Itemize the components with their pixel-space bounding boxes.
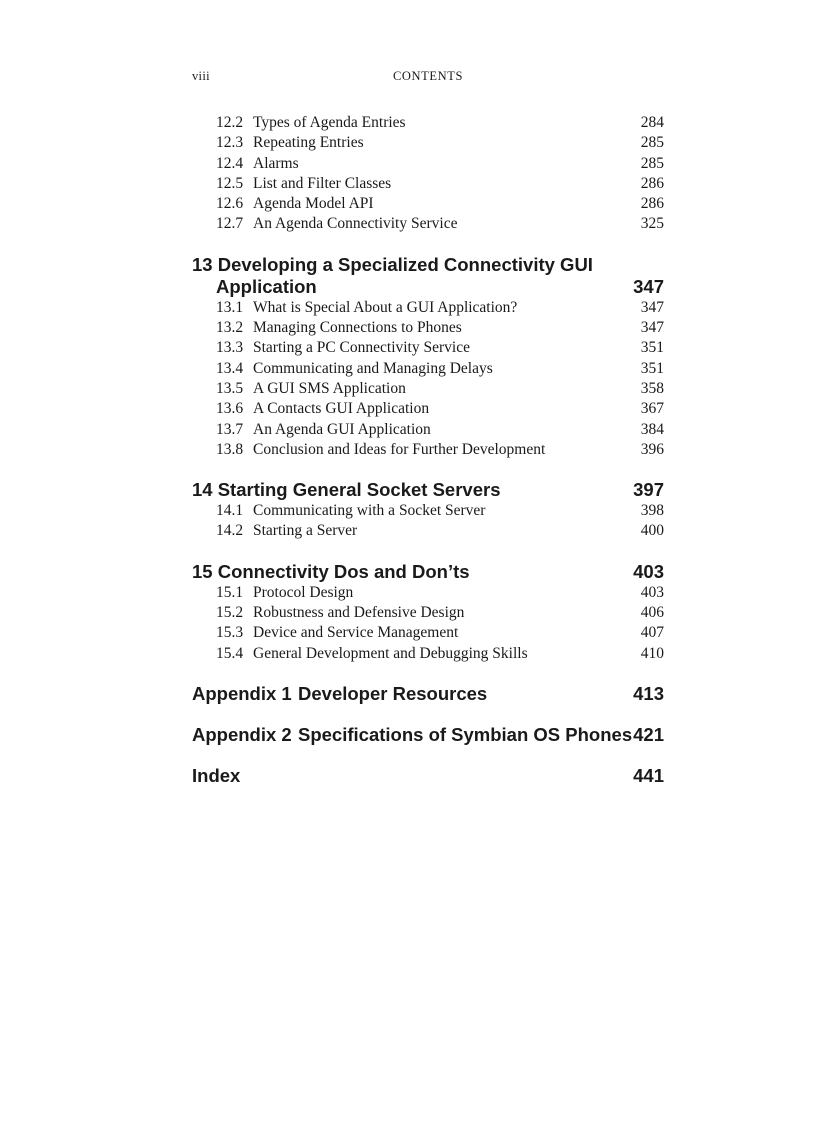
section-number: 12.2 xyxy=(216,114,244,131)
toc-entry-12-4[interactable] xyxy=(192,154,664,174)
page-number: 406 xyxy=(640,604,664,622)
section-number: 13.5 xyxy=(216,379,244,397)
section-title: General Development and Debugging Skills xyxy=(253,644,528,662)
appendix-2-heading[interactable] xyxy=(192,724,664,746)
section-title: List and Filter Classes xyxy=(253,174,392,192)
chapter-13-heading[interactable] xyxy=(192,254,664,298)
toc-entry-15-1[interactable] xyxy=(192,583,664,603)
chapter-page-number: 403 xyxy=(633,560,664,582)
section-title: Agenda Model API xyxy=(253,195,374,213)
index-heading[interactable] xyxy=(192,765,664,787)
section-number: 13.1 xyxy=(216,298,244,316)
section-number: 12.5 xyxy=(216,174,244,192)
page-number: 286 xyxy=(640,174,664,192)
section-number: 15.4 xyxy=(216,644,244,662)
page-number: 400 xyxy=(640,522,664,540)
chapter-title: 14 Starting General Socket Servers xyxy=(192,479,501,501)
section-title: Types of Agenda Entries xyxy=(253,114,406,131)
chapter-title-line1: 13 Developing a Specialized Connectivity GUI xyxy=(192,253,593,275)
section-title: Communicating with a Socket Server xyxy=(253,502,486,520)
section-number: 13.4 xyxy=(216,359,244,377)
section-title: Starting a Server xyxy=(253,522,358,540)
section-number: 13.2 xyxy=(216,319,244,337)
section-number: 12.3 xyxy=(216,134,244,152)
toc-entry-14-1[interactable] xyxy=(192,501,664,521)
section-number: 15.1 xyxy=(216,583,244,601)
section-number: 15.2 xyxy=(216,604,244,622)
page-number: 403 xyxy=(640,583,664,601)
toc-entry-12-2[interactable] xyxy=(192,113,664,133)
chapter-title-line2: Application xyxy=(216,275,317,297)
chapter-12-sections xyxy=(192,113,664,235)
running-title: CONTENTS xyxy=(392,69,464,83)
page-number: 351 xyxy=(640,339,664,357)
appendix-1-heading[interactable] xyxy=(192,683,664,705)
toc-entry-12-7[interactable] xyxy=(192,214,664,234)
section-title: Device and Service Management xyxy=(253,624,459,642)
page-number: 351 xyxy=(640,359,664,377)
chapter-14-heading[interactable] xyxy=(192,479,664,501)
appendix-title: Specifications of Symbian OS Phones xyxy=(298,723,633,745)
appendix-page-number: 413 xyxy=(633,682,664,704)
page-number: 347 xyxy=(640,319,664,337)
section-title: A Contacts GUI Application xyxy=(253,400,430,418)
page-number: 284 xyxy=(640,114,664,131)
page-number: 347 xyxy=(640,298,664,316)
page-number: 285 xyxy=(640,154,664,172)
section-number: 14.1 xyxy=(216,502,244,520)
page-number: 407 xyxy=(640,624,664,642)
toc-entry-13-4[interactable] xyxy=(192,359,664,379)
page-number: 367 xyxy=(640,400,664,418)
section-number: 14.2 xyxy=(216,522,244,540)
toc-entry-13-7[interactable] xyxy=(192,420,664,440)
toc-entry-13-5[interactable] xyxy=(192,379,664,399)
chapter-page-number: 347 xyxy=(633,275,664,297)
page-number: 398 xyxy=(640,502,664,520)
appendix-label: Appendix 1 xyxy=(192,682,292,704)
page-number: 285 xyxy=(640,134,664,152)
index-page-number: 441 xyxy=(633,764,664,786)
section-number: 13.3 xyxy=(216,339,244,357)
section-title: Conclusion and Ideas for Further Development xyxy=(253,440,546,458)
section-number: 13.7 xyxy=(216,420,244,438)
section-title: An Agenda GUI Application xyxy=(253,420,431,438)
toc-entry-15-3[interactable] xyxy=(192,623,664,643)
section-number: 13.6 xyxy=(216,400,244,418)
appendix-title: Developer Resources xyxy=(298,682,488,704)
toc-entry-15-2[interactable] xyxy=(192,603,664,623)
section-title: Repeating Entries xyxy=(253,134,364,152)
page-number: 396 xyxy=(640,440,664,458)
toc-entry-12-6[interactable] xyxy=(192,194,664,214)
section-number: 12.6 xyxy=(216,195,244,213)
chapter-title: 15 Connectivity Dos and Don’ts xyxy=(192,560,470,582)
page-number: 358 xyxy=(640,379,664,397)
section-number: 12.4 xyxy=(216,154,244,172)
toc-entry-13-1[interactable] xyxy=(192,298,664,318)
toc-entry-13-8[interactable] xyxy=(192,440,664,460)
section-title: What is Special About a GUI Application? xyxy=(253,298,518,316)
section-number: 15.3 xyxy=(216,624,244,642)
page-number: 325 xyxy=(640,215,664,233)
section-number: 12.7 xyxy=(216,215,244,233)
appendix-page-number: 421 xyxy=(633,723,664,745)
section-title: Protocol Design xyxy=(253,583,354,601)
toc-entry-15-4[interactable] xyxy=(192,644,664,664)
section-title: An Agenda Connectivity Service xyxy=(253,215,458,233)
section-title: Managing Connections to Phones xyxy=(253,319,462,337)
section-title: Alarms xyxy=(253,154,299,172)
table-of-contents xyxy=(192,113,664,787)
toc-entry-12-5[interactable] xyxy=(192,174,664,194)
section-title: Starting a PC Connectivity Service xyxy=(253,339,470,357)
page-number: 410 xyxy=(640,644,664,662)
appendix-label: Appendix 2 xyxy=(192,723,292,745)
section-number: 13.8 xyxy=(216,440,244,458)
chapter-15-heading[interactable] xyxy=(192,561,664,583)
index-title: Index xyxy=(192,764,241,786)
section-title: A GUI SMS Application xyxy=(253,379,406,397)
chapter-page-number: 397 xyxy=(633,479,664,501)
toc-entry-12-3[interactable] xyxy=(192,133,664,153)
toc-entry-14-2[interactable] xyxy=(192,521,664,541)
toc-entry-13-3[interactable] xyxy=(192,338,664,358)
page-number: 384 xyxy=(640,420,664,438)
toc-entry-13-2[interactable] xyxy=(192,318,664,338)
page-number: 286 xyxy=(640,195,664,213)
section-title: Communicating and Managing Delays xyxy=(253,359,493,377)
page-folio: viii xyxy=(192,69,210,83)
section-title: Robustness and Defensive Design xyxy=(253,604,465,622)
toc-entry-13-6[interactable] xyxy=(192,399,664,419)
running-head xyxy=(192,69,664,87)
